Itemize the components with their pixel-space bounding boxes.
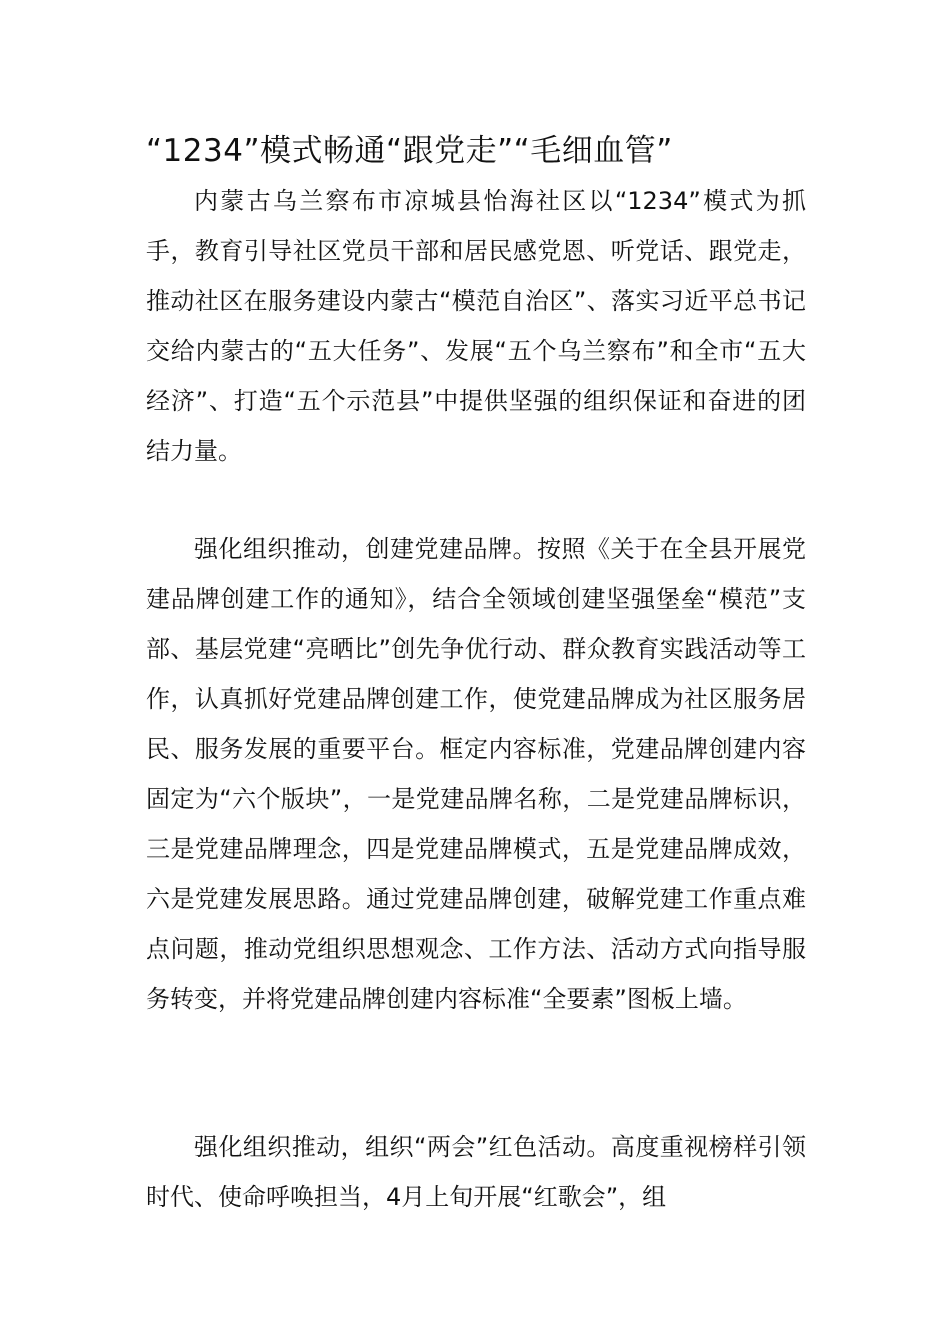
paragraph-intro: 内蒙古乌兰察布市凉城县怡海社区以“1234”模式为抓手，教育引导社区党员干部和居民感党恩、听党话、跟党走，推动社区在服务建设内蒙古“模范自治区”、落实习近平总书记交给内蒙古的“五大任务”、发展“五个乌兰察布”和全市“五大经济”、打造“五个示范县”中提供坚强的组织保证和奋进的团结力量。 — [146, 187, 806, 465]
paragraph-red-activities: 强化组织推动，组织“两会”红色活动。高度重视榜样引领时代、使命呼唤担当，4月上旬开展“红歌会”，组 — [146, 1133, 806, 1211]
document-title: “1234”模式畅通“跟党走”“毛细血管” — [146, 133, 673, 169]
paragraph-party-brand: 强化组织推动，创建党建品牌。按照《关于在全县开展党建品牌创建工作的通知》，结合全领域创建坚强堡垒“模范”支部、基层党建“亮晒比”创先争优行动、群众教育实践活动等工作，认真抓好党建品牌创建工作，使党建品牌成为社区服务居民、服务发展的重要平台。框定内容标准，党建品牌创建内容固定为“六个版块”，一是党建品牌名称，二是党建品牌标识，三是党建品牌理念，四是党建品牌模式，五是党建品牌成效，六是党建发展思路。通过党建品牌创建，破解党建工作重点难点问题，推动党组织思想观念、工作方法、活动方式向指导服务转变，并将党建品牌创建内容标准“全要素”图板上墙。 — [146, 535, 806, 1013]
